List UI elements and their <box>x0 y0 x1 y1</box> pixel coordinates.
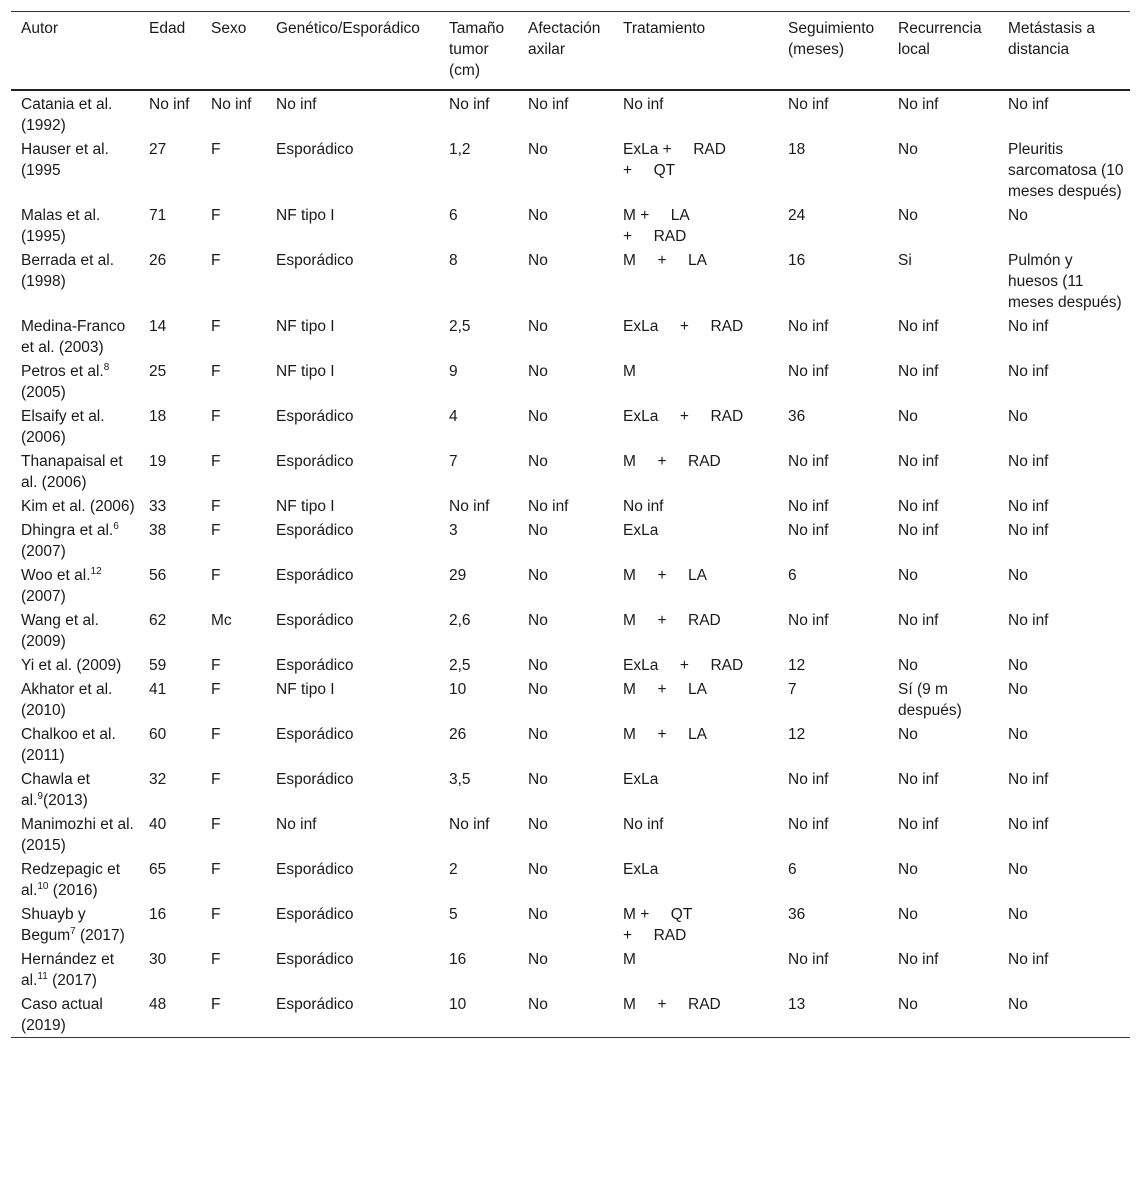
cell-tamano: 2,5 <box>449 318 471 335</box>
cell-recurrencia: No <box>898 567 918 584</box>
cell-metastasis: No <box>1008 567 1028 584</box>
cell-tamano: 3,5 <box>449 771 471 788</box>
cell-axilar: No <box>528 363 548 380</box>
cell-autor <box>11 653 139 677</box>
cell-recurrencia: Si <box>898 252 912 269</box>
header-edad: Edad <box>149 20 186 37</box>
cell-genetico: Esporádico <box>276 861 354 878</box>
cell-sexo: F <box>211 951 221 968</box>
cell-axilar: No <box>528 453 548 470</box>
cell-axilar: No <box>528 567 548 584</box>
cell-tamano: 2,6 <box>449 612 471 629</box>
table-row <box>11 608 1130 653</box>
cell-tamano: 4 <box>449 408 458 425</box>
author-name: Medina-Franco et al. (2003) <box>21 318 126 356</box>
cell-autor <box>11 767 139 812</box>
cell-sexo: F <box>211 726 221 743</box>
cell-seguimiento: 6 <box>788 861 797 878</box>
reference-number: 7 <box>70 926 76 937</box>
author-name: Elsaify et al. (2006) <box>21 408 105 446</box>
cell-tamano: No inf <box>449 816 490 833</box>
cell-tamano: 6 <box>449 207 458 224</box>
cell-autor <box>11 608 139 653</box>
cell-recurrencia: No inf <box>898 453 939 470</box>
author-name: Chawla et al. <box>21 771 90 809</box>
cell-genetico: Esporádico <box>276 522 354 539</box>
author-name: Caso actual (2019) <box>21 996 103 1034</box>
cell-genetico: Esporádico <box>276 252 354 269</box>
header-genetico: Genético/Esporádico <box>276 20 420 37</box>
table-row <box>11 722 1130 767</box>
author-name: Manimozhi et al. (2015) <box>21 816 134 854</box>
cell-metastasis: No <box>1008 906 1028 923</box>
cell-recurrencia: No inf <box>898 771 939 788</box>
table-row <box>11 563 1130 608</box>
cell-recurrencia: No <box>898 726 918 743</box>
author-name: Hernández et al. <box>21 951 115 989</box>
table-row <box>11 767 1130 812</box>
cell-metastasis: No <box>1008 861 1028 878</box>
cell-tratamiento: No inf <box>623 816 664 833</box>
cell-genetico: NF tipo I <box>276 207 335 224</box>
cell-seguimiento: 13 <box>788 996 806 1013</box>
cell-seguimiento: 36 <box>788 408 806 425</box>
cell-tamano: 2 <box>449 861 458 878</box>
cell-tratamiento: ExLa + RAD <box>623 318 744 335</box>
cell-axilar: No <box>528 726 548 743</box>
cell-recurrencia: No inf <box>898 96 939 113</box>
cell-genetico: Esporádico <box>276 906 354 923</box>
cell-sexo: F <box>211 318 221 335</box>
table-row <box>11 359 1130 404</box>
table-row <box>11 812 1130 857</box>
reference-number: 12 <box>90 566 102 577</box>
cell-recurrencia: No <box>898 906 918 923</box>
cell-recurrencia: No <box>898 408 918 425</box>
author-year: (2005) <box>21 384 66 401</box>
cell-recurrencia: No inf <box>898 498 939 515</box>
cell-genetico: Esporádico <box>276 567 354 584</box>
author-year: (2017) <box>47 972 97 989</box>
cell-sexo: F <box>211 657 221 674</box>
cell-recurrencia: No inf <box>898 522 939 539</box>
cell-sexo: F <box>211 207 221 224</box>
cell-tratamiento: ExLa <box>623 771 659 788</box>
cell-edad: 62 <box>149 612 167 629</box>
cell-autor <box>11 677 139 722</box>
reference-number: 10 <box>37 881 49 892</box>
cell-axilar: No <box>528 771 548 788</box>
cell-axilar: No inf <box>528 96 569 113</box>
cell-metastasis: No inf <box>1008 612 1049 629</box>
cell-edad: 56 <box>149 567 167 584</box>
cell-edad: 60 <box>149 726 167 743</box>
cell-autor <box>11 137 139 203</box>
cell-metastasis: Pulmón y huesos (11 meses después) <box>1008 252 1122 311</box>
cell-edad: 14 <box>149 318 167 335</box>
table-body <box>11 90 1130 1038</box>
cell-edad: 27 <box>149 141 167 158</box>
cell-autor <box>11 857 139 902</box>
header-autor: Autor <box>21 20 59 37</box>
cell-autor <box>11 90 139 137</box>
cell-genetico: NF tipo I <box>276 363 335 380</box>
cell-tratamiento: M + RAD <box>623 453 721 470</box>
literature-table <box>11 11 1130 1038</box>
cell-axilar: No <box>528 657 548 674</box>
cell-edad: 71 <box>149 207 167 224</box>
header-metastasis: Metástasis a distancia <box>1008 20 1096 58</box>
cell-sexo: F <box>211 996 221 1013</box>
cell-sexo: F <box>211 522 221 539</box>
cell-tamano: 26 <box>449 726 467 743</box>
table-row <box>11 203 1130 248</box>
cell-tratamiento: ExLa + RAD + QT <box>623 141 726 179</box>
cell-edad: 16 <box>149 906 167 923</box>
author-name: Dhingra et al. <box>21 522 114 539</box>
cell-autor <box>11 722 139 767</box>
cell-autor <box>11 449 139 494</box>
cell-metastasis: No <box>1008 408 1028 425</box>
cell-recurrencia: No inf <box>898 951 939 968</box>
table-row <box>11 677 1130 722</box>
header-seguimiento: Seguimiento (meses) <box>788 20 875 58</box>
cell-autor <box>11 563 139 608</box>
author-name: Petros et al. <box>21 363 104 380</box>
cell-axilar: No <box>528 408 548 425</box>
author-year: (2013) <box>42 792 88 809</box>
table-header <box>11 12 1130 91</box>
cell-autor <box>11 947 139 992</box>
cell-tamano: 16 <box>449 951 467 968</box>
author-name: Shuayb y Begum <box>21 906 86 944</box>
cell-metastasis: No inf <box>1008 522 1049 539</box>
cell-seguimiento: No inf <box>788 816 829 833</box>
cell-tamano: No inf <box>449 498 490 515</box>
cell-tamano: 1,2 <box>449 141 471 158</box>
cell-genetico: Esporádico <box>276 612 354 629</box>
header-recurrencia: Recurrencia local <box>898 20 982 58</box>
cell-recurrencia: No inf <box>898 363 939 380</box>
cell-edad: 18 <box>149 408 167 425</box>
cell-axilar: No <box>528 207 548 224</box>
cell-sexo: F <box>211 906 221 923</box>
cell-genetico: Esporádico <box>276 771 354 788</box>
cell-metastasis: No inf <box>1008 771 1049 788</box>
table-row <box>11 518 1130 563</box>
cell-autor <box>11 203 139 248</box>
header-tamano: Tamaño tumor (cm) <box>449 20 505 79</box>
cell-recurrencia: Sí (9 m después) <box>898 681 962 719</box>
cell-metastasis: No inf <box>1008 96 1049 113</box>
table-row <box>11 857 1130 902</box>
cell-genetico: NF tipo I <box>276 318 335 335</box>
author-name: Yi et al. (2009) <box>21 657 122 674</box>
cell-sexo: F <box>211 567 221 584</box>
cell-genetico: NF tipo I <box>276 681 335 698</box>
cell-edad: 32 <box>149 771 167 788</box>
cell-sexo: F <box>211 141 221 158</box>
cell-axilar: No <box>528 681 548 698</box>
author-name: Thanapaisal et al. (2006) <box>21 453 123 491</box>
reference-number: 8 <box>103 362 110 373</box>
cell-metastasis: No <box>1008 996 1028 1013</box>
cell-sexo: F <box>211 816 221 833</box>
cell-axilar: No <box>528 951 548 968</box>
cell-autor <box>11 812 139 857</box>
table-row <box>11 494 1130 518</box>
cell-edad: 38 <box>149 522 167 539</box>
cell-recurrencia: No <box>898 207 918 224</box>
cell-tratamiento: M + LA <box>623 252 707 269</box>
cell-axilar: No inf <box>528 498 569 515</box>
cell-seguimiento: No inf <box>788 612 829 629</box>
table-row <box>11 90 1130 137</box>
cell-edad: 19 <box>149 453 167 470</box>
cell-tamano: 9 <box>449 363 458 380</box>
cell-tamano: 29 <box>449 567 467 584</box>
cell-sexo: Mc <box>211 612 232 629</box>
cell-autor <box>11 314 139 359</box>
cell-axilar: No <box>528 318 548 335</box>
cell-tamano: No inf <box>449 96 490 113</box>
cell-axilar: No <box>528 252 548 269</box>
cell-genetico: Esporádico <box>276 408 354 425</box>
cell-metastasis: No inf <box>1008 453 1049 470</box>
cell-tratamiento: M <box>623 951 636 968</box>
reference-number: 6 <box>113 521 119 532</box>
cell-recurrencia: No <box>898 657 918 674</box>
cell-recurrencia: No inf <box>898 612 939 629</box>
cell-recurrencia: No inf <box>898 318 939 335</box>
cell-sexo: No inf <box>211 96 252 113</box>
cell-tamano: 10 <box>449 996 467 1013</box>
cell-axilar: No <box>528 612 548 629</box>
cell-metastasis: No inf <box>1008 498 1049 515</box>
cell-genetico: Esporádico <box>276 453 354 470</box>
cell-seguimiento: 6 <box>788 567 797 584</box>
cell-tratamiento: No inf <box>623 498 664 515</box>
header-axilar: Afectación axilar <box>528 20 601 58</box>
cell-edad: No inf <box>149 96 190 113</box>
cell-seguimiento: No inf <box>788 498 829 515</box>
cell-autor <box>11 518 139 563</box>
table-row <box>11 992 1130 1038</box>
cell-metastasis: No inf <box>1008 816 1049 833</box>
cell-metastasis: No <box>1008 207 1028 224</box>
cell-seguimiento: No inf <box>788 453 829 470</box>
cell-axilar: No <box>528 522 548 539</box>
cell-edad: 65 <box>149 861 167 878</box>
cell-tratamiento: M + RAD <box>623 612 721 629</box>
cell-autor <box>11 902 139 947</box>
author-year: (2017) <box>75 927 125 944</box>
cell-sexo: F <box>211 681 221 698</box>
cell-autor <box>11 992 139 1038</box>
cell-axilar: No <box>528 861 548 878</box>
cell-tratamiento: M <box>623 363 636 380</box>
cell-edad: 33 <box>149 498 167 515</box>
cell-autor <box>11 359 139 404</box>
cell-sexo: F <box>211 861 221 878</box>
table-row <box>11 314 1130 359</box>
cell-tamano: 3 <box>449 522 458 539</box>
cell-recurrencia: No <box>898 861 918 878</box>
author-name: Malas et al. (1995) <box>21 207 101 245</box>
cell-seguimiento: No inf <box>788 96 829 113</box>
cell-axilar: No <box>528 816 548 833</box>
cell-edad: 59 <box>149 657 167 674</box>
cell-metastasis: No inf <box>1008 951 1049 968</box>
table-row <box>11 449 1130 494</box>
table-row <box>11 248 1130 314</box>
cell-edad: 48 <box>149 996 167 1013</box>
cell-recurrencia: No inf <box>898 816 939 833</box>
cell-seguimiento: 12 <box>788 657 806 674</box>
author-year: (2016) <box>48 882 98 899</box>
cell-autor <box>11 248 139 314</box>
cell-seguimiento: 16 <box>788 252 806 269</box>
cell-edad: 30 <box>149 951 167 968</box>
cell-autor <box>11 494 139 518</box>
header-row <box>11 12 1130 91</box>
author-year: (2007) <box>21 543 66 560</box>
author-name: Catania et al. (1992) <box>21 96 113 134</box>
cell-seguimiento: No inf <box>788 951 829 968</box>
cell-recurrencia: No <box>898 996 918 1013</box>
table-row <box>11 653 1130 677</box>
cell-tratamiento: M + QT + RAD <box>623 906 693 944</box>
header-tratamiento: Tratamiento <box>623 20 706 37</box>
cell-tamano: 7 <box>449 453 458 470</box>
cell-metastasis: No inf <box>1008 318 1049 335</box>
cell-sexo: F <box>211 498 221 515</box>
cell-seguimiento: No inf <box>788 771 829 788</box>
cell-seguimiento: No inf <box>788 363 829 380</box>
cell-edad: 26 <box>149 252 167 269</box>
cell-axilar: No <box>528 906 548 923</box>
author-name: Woo et al. <box>21 567 91 584</box>
cell-tratamiento: M + LA <box>623 567 707 584</box>
cell-genetico: NF tipo I <box>276 498 335 515</box>
author-name: Hauser et al. (1995 <box>21 141 109 179</box>
cell-seguimiento: 36 <box>788 906 806 923</box>
cell-tratamiento: ExLa <box>623 522 659 539</box>
cell-tratamiento: M + LA <box>623 726 707 743</box>
table-row <box>11 137 1130 203</box>
cell-metastasis: No inf <box>1008 363 1049 380</box>
cell-seguimiento: 18 <box>788 141 806 158</box>
cell-seguimiento: 7 <box>788 681 797 698</box>
cell-recurrencia: No <box>898 141 918 158</box>
cell-edad: 40 <box>149 816 167 833</box>
cell-metastasis: No <box>1008 681 1028 698</box>
cell-tratamiento: No inf <box>623 96 664 113</box>
reference-number: 9 <box>37 791 43 802</box>
table-row <box>11 404 1130 449</box>
table-row <box>11 902 1130 947</box>
author-name: Kim et al. (2006) <box>21 498 135 515</box>
author-name: Redzepagic et al. <box>21 861 121 899</box>
cell-genetico: Esporádico <box>276 996 354 1013</box>
author-name: Chalkoo et al. (2011) <box>21 726 116 764</box>
cell-seguimiento: No inf <box>788 318 829 335</box>
cell-seguimiento: 24 <box>788 207 806 224</box>
cell-tratamiento: ExLa + RAD <box>623 408 744 425</box>
cell-tratamiento: M + LA <box>623 681 707 698</box>
cell-tratamiento: ExLa <box>623 861 659 878</box>
cell-edad: 41 <box>149 681 167 698</box>
cell-axilar: No <box>528 996 548 1013</box>
cell-tratamiento: M + RAD <box>623 996 721 1013</box>
cell-genetico: No inf <box>276 816 317 833</box>
cell-genetico: No inf <box>276 96 317 113</box>
cell-sexo: F <box>211 252 221 269</box>
cell-tratamiento: ExLa + RAD <box>623 657 744 674</box>
cell-seguimiento: No inf <box>788 522 829 539</box>
cell-genetico: Esporádico <box>276 951 354 968</box>
author-name: Berrada et al. (1998) <box>21 252 115 290</box>
cell-sexo: F <box>211 771 221 788</box>
cell-sexo: F <box>211 363 221 380</box>
cell-genetico: Esporádico <box>276 657 354 674</box>
cell-tamano: 5 <box>449 906 458 923</box>
cell-axilar: No <box>528 141 548 158</box>
cell-tamano: 8 <box>449 252 458 269</box>
table-row <box>11 947 1130 992</box>
cell-metastasis: No <box>1008 657 1028 674</box>
cell-tamano: 10 <box>449 681 467 698</box>
cell-autor <box>11 404 139 449</box>
author-year: (2007) <box>21 588 66 605</box>
cell-genetico: Esporádico <box>276 726 354 743</box>
cell-genetico: Esporádico <box>276 141 354 158</box>
author-name: Akhator et al. (2010) <box>21 681 113 719</box>
cell-tamano: 2,5 <box>449 657 471 674</box>
cell-seguimiento: 12 <box>788 726 806 743</box>
reference-number: 11 <box>37 971 48 982</box>
cell-sexo: F <box>211 453 221 470</box>
cell-sexo: F <box>211 408 221 425</box>
cell-metastasis: Pleuritis sarcomatosa (10 meses después) <box>1008 141 1124 200</box>
header-sexo: Sexo <box>211 20 247 37</box>
cell-metastasis: No <box>1008 726 1028 743</box>
cell-edad: 25 <box>149 363 167 380</box>
author-name: Wang et al. (2009) <box>21 612 99 650</box>
cell-tratamiento: M + LA + RAD <box>623 207 690 245</box>
